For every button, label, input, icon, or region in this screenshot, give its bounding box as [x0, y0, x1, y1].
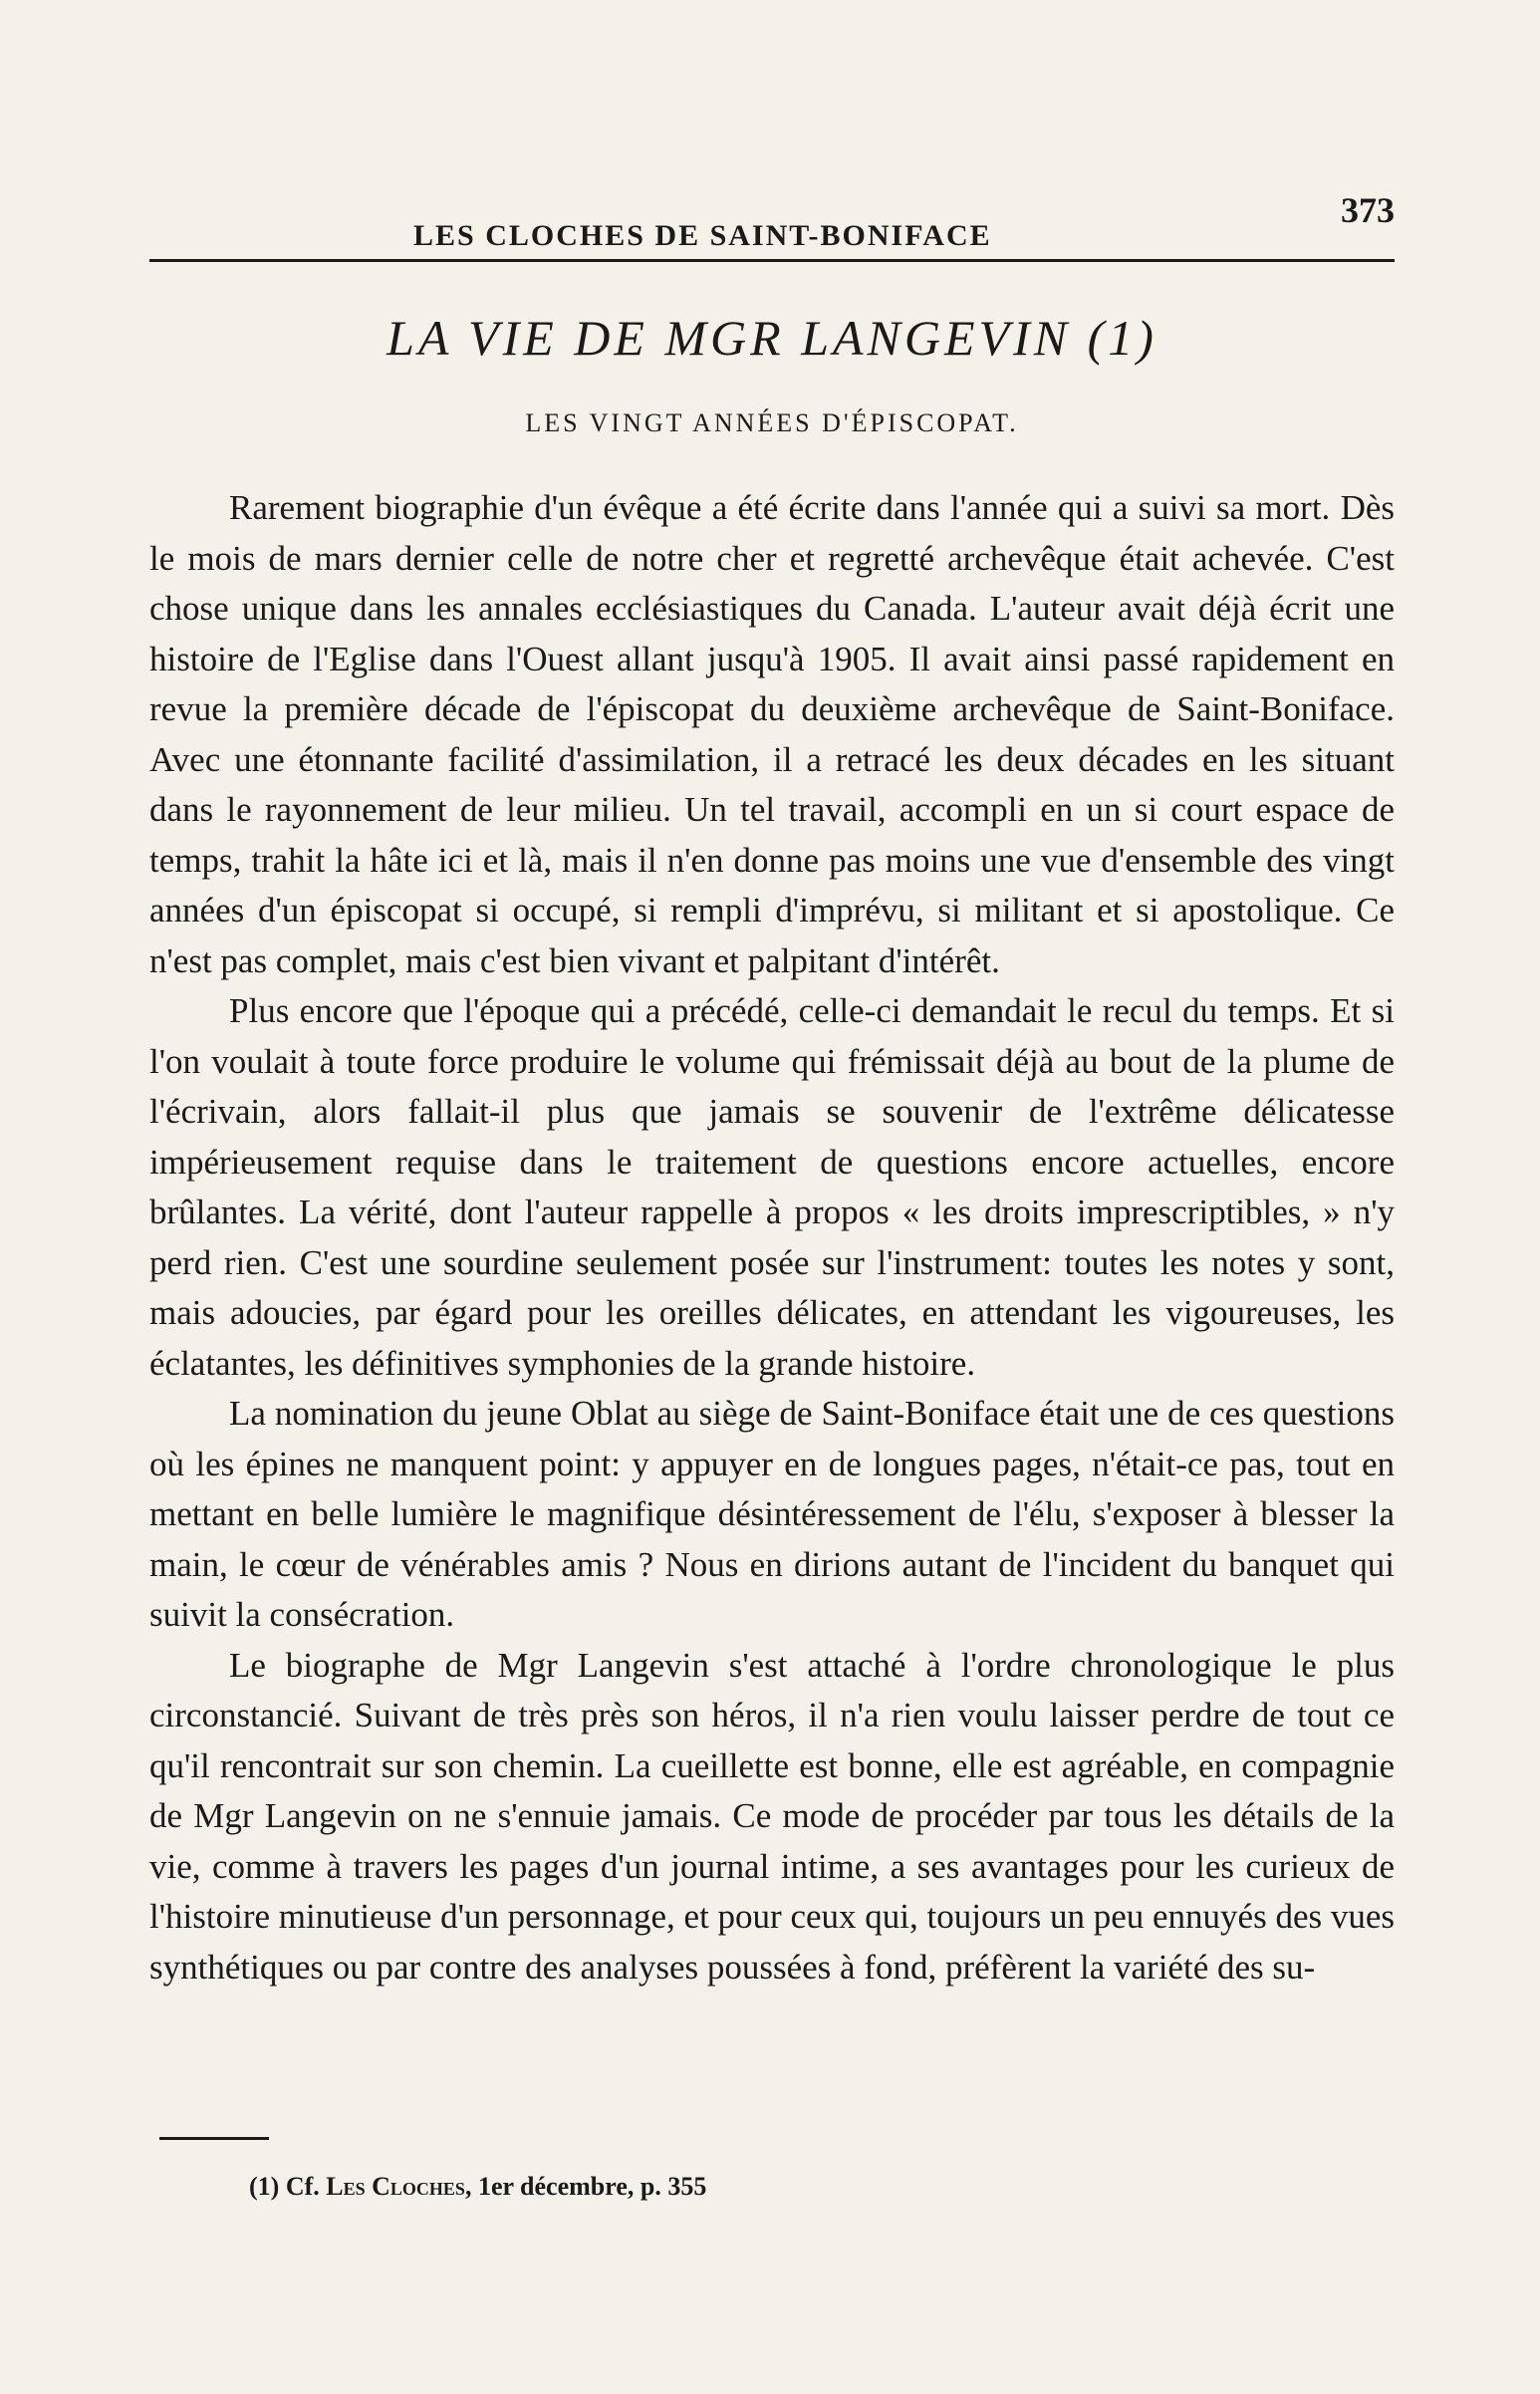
- footnote: [249, 2172, 706, 2202]
- article-title: LA VIE DE MGR LANGEVIN (1): [386, 310, 1157, 366]
- running-title: LES CLOCHES DE SAINT-BONIFACE: [413, 219, 992, 252]
- article-subtitle: LES VINGT ANNÉES D'ÉPISCOPAT.: [525, 408, 1019, 437]
- article-body: [149, 483, 1395, 1993]
- paragraph-1: Rarement biographie d'un évêque a été écrite dans l'année qui a suivi sa mort. Dès le mois de mars dernier celle de notre cher et regretté archevêque était achevée. C'est chose unique dans les annales ecclésiastiques du Canada. L'auteur avait déjà écrit une histoire de l'Eglise dans l'Ouest allant jusqu'à 1905. Il avait ainsi passé rapidement en revue la première décade de l'épiscopat du deuxième archevêque de Saint-Boniface. Avec une étonnante facilité d'assimilation, il a retracé les deux décades en les situant dans le rayonnement de leur milieu. Un tel travail, accompli en un si court espace de temps, trahit la hâte ici et là, mais il n'en donne pas moins une vue d'ensemble des vingt années d'un épiscopat si occupé, si rempli d'imprévu, si militant et si apostolique. Ce n'est pas complet, mais c'est bien vivant et palpitant d'intérêt.: [149, 488, 1395, 980]
- footnote-detail: , 1er décembre, p. 355: [464, 2172, 707, 2201]
- page-number: 373: [1341, 190, 1395, 230]
- footnote-rule: [159, 2137, 269, 2140]
- footnote-marker: (1) Cf.: [249, 2172, 320, 2201]
- running-head: [149, 189, 1395, 279]
- footnote-source: Les Cloches: [326, 2172, 465, 2201]
- book-page: [149, 189, 1395, 2331]
- paragraph-3: La nomination du jeune Oblat au siège de Saint-Boniface était une de ces questions où les épines ne manquent point: y appuyer en de longues pages, n'était-ce pas, tout en mettant en belle lumière le magnifique désintéressement de l'élu, s'exposer à blesser la main, le cœur de vénérables amis ? Nous en dirions autant de l'incident du banquet qui suivit la consécration.: [149, 1394, 1395, 1634]
- paragraph-2: Plus encore que l'époque qui a précédé, celle-ci demandait le recul du temps. Et si l'on voulait à toute force produire le volume qui frémissait déjà au bout de la plume de l'écrivain, alors fallait-il plus que jamais se souvenir de l'extrême délicatesse impérieusement requise dans le traitement de questions encore actuelles, encore brûlantes. La vérité, dont l'auteur rappelle à propos « les droits imprescriptibles, » n'y perd rien. C'est une sourdine seulement posée sur l'instrument: toutes les notes y sont, mais adoucies, par égard pour les oreilles délicates, en attendant les vigoureuses, les éclatantes, les définitives symphonies de la grande histoire.: [149, 991, 1395, 1383]
- paragraph-4: Le biographe de Mgr Langevin s'est attaché à l'ordre chronologique le plus circonstancié. Suivant de très près son héros, il n'a rien voulu laisser perdre de tout ce qu'il rencontrait sur son chemin. La cueillette est bonne, elle est agréable, en compagnie de Mgr Langevin on ne s'ennuie jamais. Ce mode de procéder par tous les détails de la vie, comme à travers les pages d'un journal intime, a ses avantages pour les curieux de l'histoire minutieuse d'un personnage, et pour ceux qui, toujours un peu ennuyés des vues synthétiques ou par contre des analyses poussées à fond, préfèrent la variété des su-: [149, 1645, 1396, 1987]
- header-rule: [149, 259, 1395, 262]
